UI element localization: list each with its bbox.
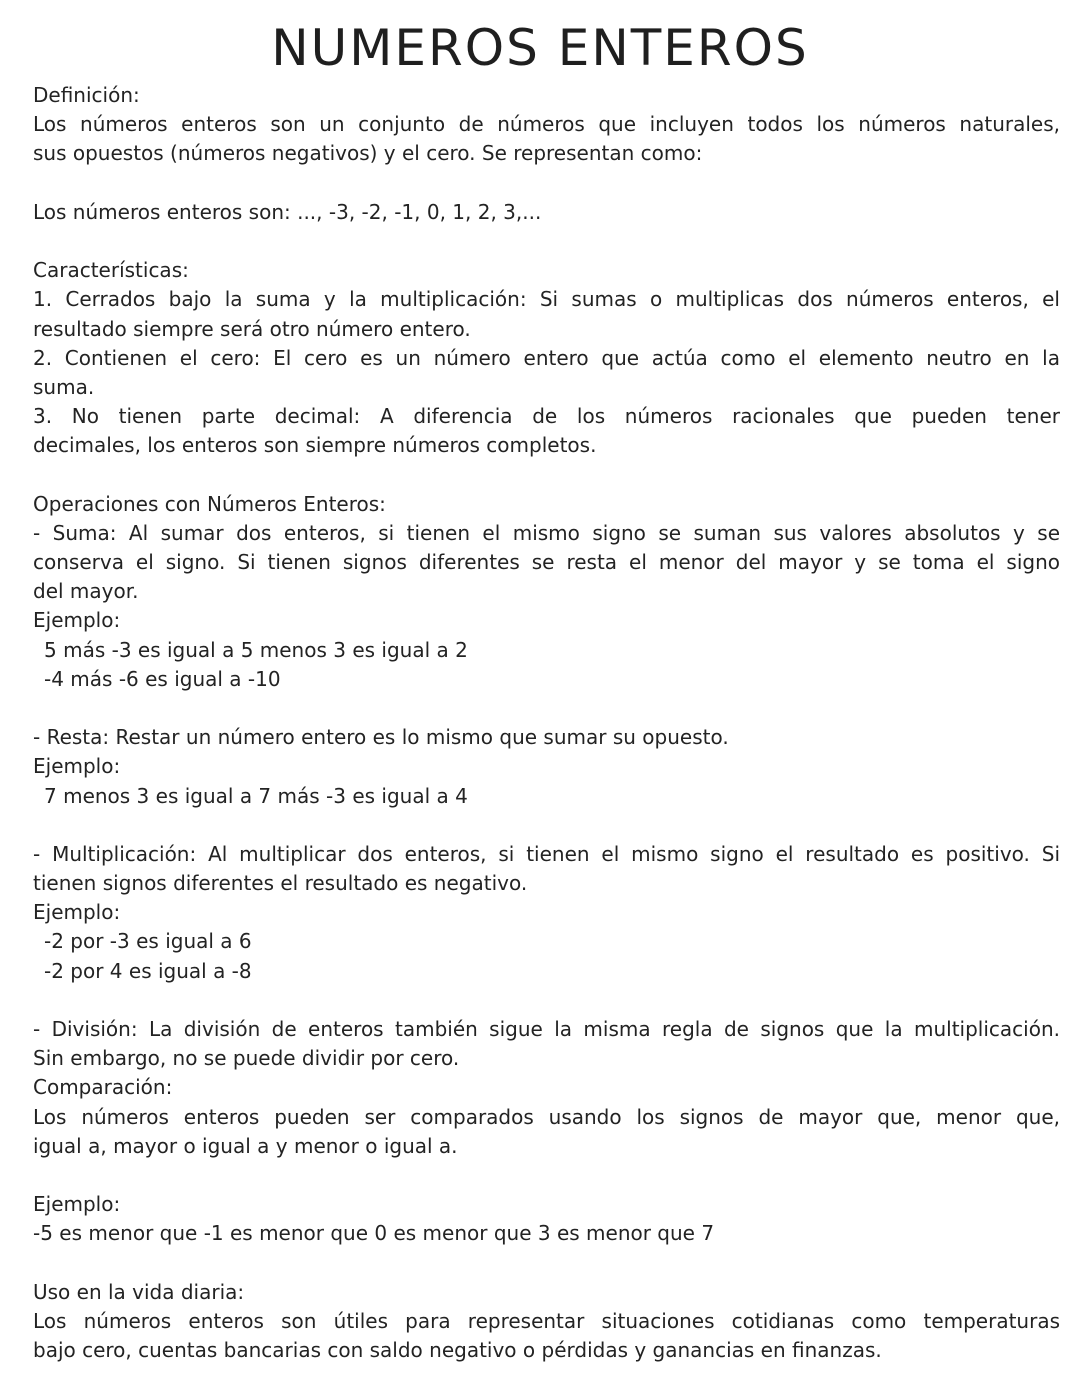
text-line: 5 más -3 es igual a 5 menos 3 es igual a 2 xyxy=(44,637,468,662)
text-line: del mayor. xyxy=(33,579,139,604)
text-line: tienen signos diferentes el resultado es negativo. xyxy=(33,871,528,896)
text-line: suma. xyxy=(33,374,95,399)
blank-line xyxy=(33,694,1060,723)
blank-line xyxy=(33,1161,1060,1190)
blank-line xyxy=(33,1249,1060,1278)
text-line: Ejemplo: xyxy=(33,900,121,925)
text-line: Los números enteros son un conjunto de números que incluyen todos los números naturales, xyxy=(33,112,1060,137)
text-line: Ejemplo: xyxy=(33,1192,121,1217)
text-line: Los números enteros son útiles para representar situaciones cotidianas como temperaturas xyxy=(33,1308,1060,1333)
text-line: conserva el signo. Si tienen signos diferentes se resta el menor del mayor y se toma el signo xyxy=(33,550,1060,574)
text-line: 7 menos 3 es igual a 7 más -3 es igual a 4 xyxy=(44,783,468,808)
text-line: igual a, mayor o igual a y menor o igual a. xyxy=(33,1133,458,1158)
text-line: 2. Contienen el cero: El cero es un número entero que actúa como el elemento neutro en la xyxy=(33,345,1060,370)
text-line: - Multiplicación: Al multiplicar dos enteros, si tienen el mismo signo el resultado es positivo. Si xyxy=(33,841,1060,866)
text-line: resultado siempre será otro número entero. xyxy=(33,316,471,341)
blank-line xyxy=(33,986,1060,1015)
text-line: sus opuestos (números negativos) y el cero. Se representan como: xyxy=(33,141,703,166)
text-line: 1. Cerrados bajo la suma y la multiplicación: Si sumas o multiplicas dos números enteros, el xyxy=(33,287,1060,312)
blank-line xyxy=(33,169,1060,198)
text-line: -4 más -6 es igual a -10 xyxy=(44,666,281,691)
text-line: Características: xyxy=(33,258,189,283)
text-line: Sin embargo, no se puede dividir por cero. xyxy=(33,1046,460,1071)
text-line: Los números enteros son: ..., -3, -2, -1, 0, 1, 2, 3,... xyxy=(33,199,542,224)
text-line: -5 es menor que -1 es menor que 0 es menor que 3 es menor que 7 xyxy=(33,1221,715,1246)
text-line: Ejemplo: xyxy=(33,754,121,779)
blank-line xyxy=(33,811,1060,840)
page-title: NUMEROS ENTEROS xyxy=(271,19,809,77)
text-line: -2 por -3 es igual a 6 xyxy=(44,929,252,954)
text-line: - Suma: Al sumar dos enteros, si tienen el mismo signo se suman sus valores absolutos y se xyxy=(33,520,1060,545)
document-body xyxy=(33,81,1060,1365)
blank-line xyxy=(33,227,1060,256)
text-line: 3. No tienen parte decimal: A diferencia de los números racionales que pueden tener xyxy=(33,404,1060,429)
text-line: decimales, los enteros son siempre números completos. xyxy=(33,433,597,458)
blank-line xyxy=(33,460,1060,489)
text-line: - Resta: Restar un número entero es lo mismo que sumar su opuesto. xyxy=(33,725,729,750)
text-line: Operaciones con Números Enteros: xyxy=(33,491,386,516)
text-line: bajo cero, cuentas bancarias con saldo negativo o pérdidas y ganancias en finanzas. xyxy=(33,1338,882,1363)
text-line: Ejemplo: xyxy=(33,608,121,633)
text-line: -2 por 4 es igual a -8 xyxy=(44,958,252,983)
text-line: Los números enteros pueden ser comparados usando los signos de mayor que, menor que, xyxy=(33,1104,1060,1129)
text-line: Definición: xyxy=(33,83,140,107)
text-line: - División: La división de enteros también sigue la misma regla de signos que la multiplicación. xyxy=(33,1017,1060,1041)
text-line: Comparación: xyxy=(33,1075,173,1100)
text-line: Uso en la vida diaria: xyxy=(33,1279,245,1304)
